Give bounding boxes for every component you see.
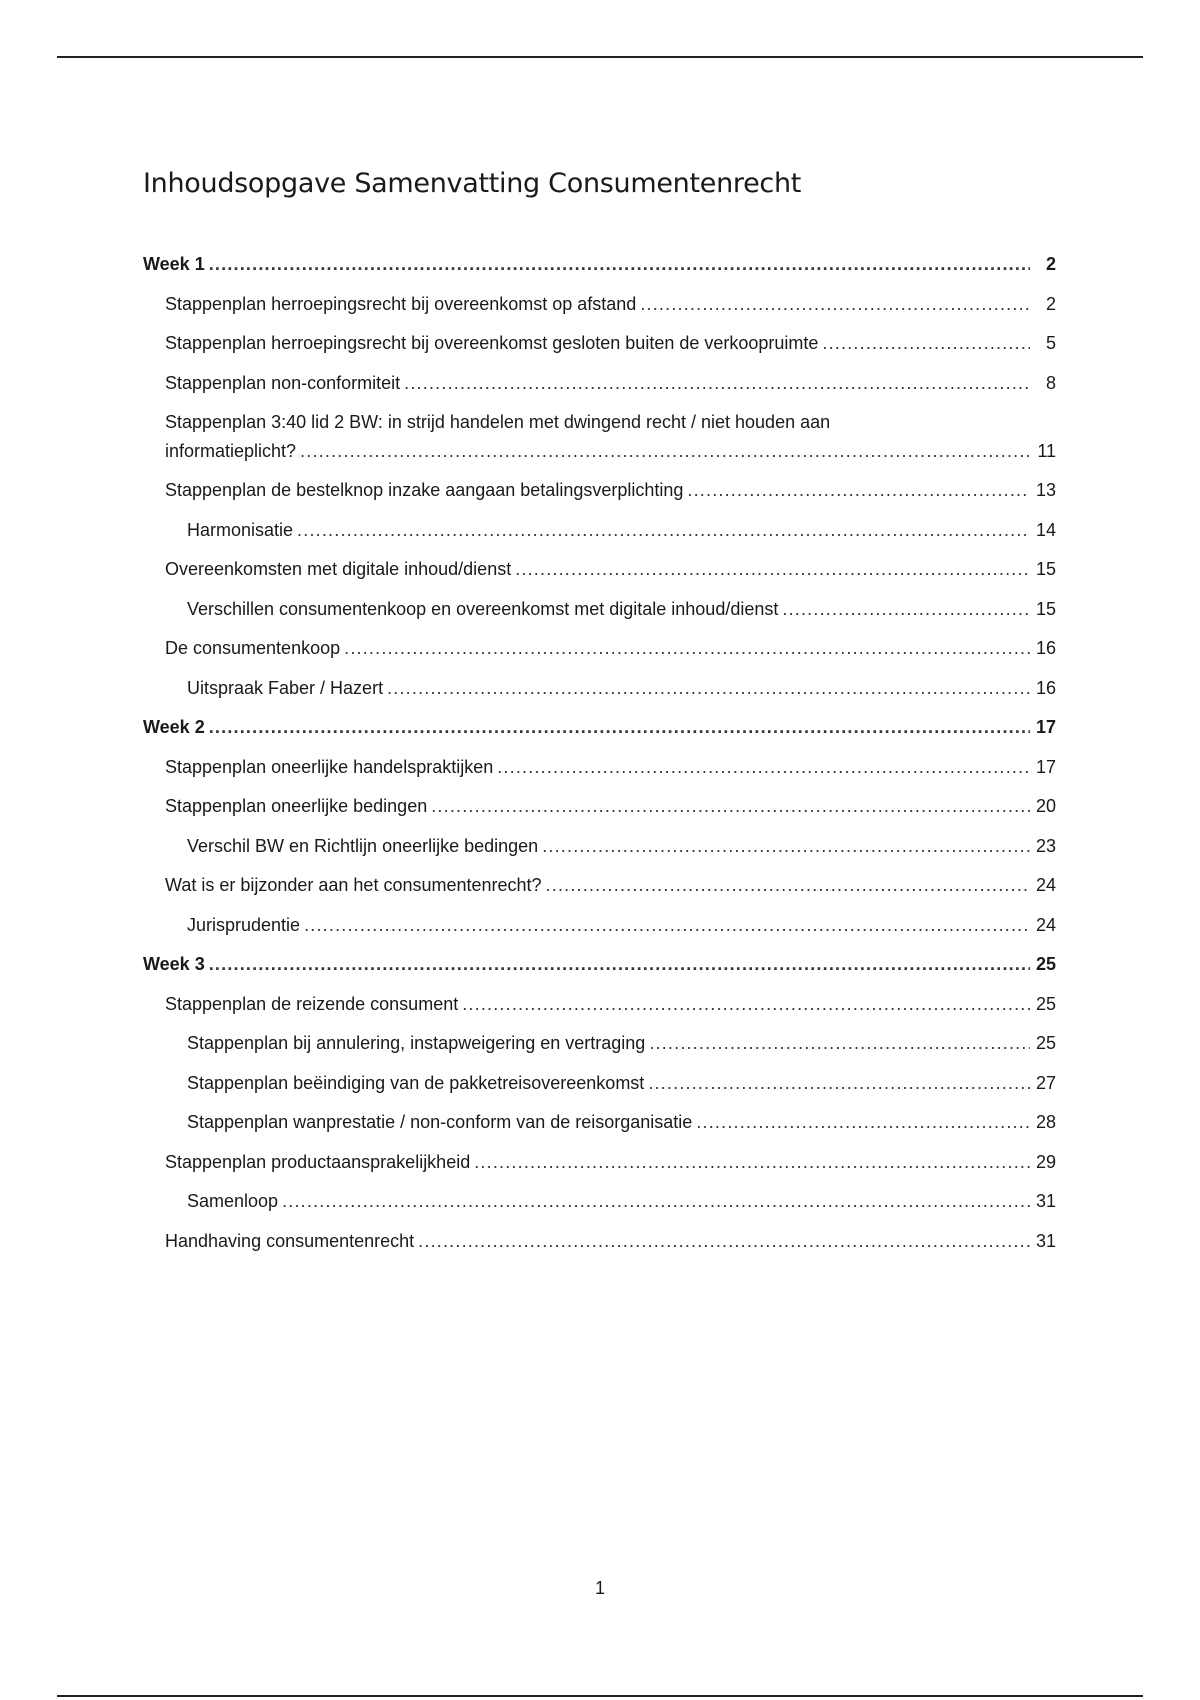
toc-entry-row bbox=[165, 292, 1056, 316]
toc-entry-row bbox=[165, 636, 1056, 660]
toc-section-entry[interactable] bbox=[0, 634, 1200, 674]
toc-entry-page-number: 25 bbox=[1035, 954, 1056, 974]
toc-subsection-entry[interactable] bbox=[0, 674, 1200, 714]
toc-entry-title: Verschillen consumentenkoop en overeenkomst met digitale inhoud/dienst bbox=[187, 598, 779, 619]
header-rule bbox=[57, 56, 1143, 58]
toc-entry-page-number: 24 bbox=[1035, 875, 1056, 895]
dot-leader bbox=[649, 1031, 1030, 1055]
toc-section-entry[interactable] bbox=[0, 369, 1200, 409]
toc-entry-row bbox=[165, 371, 1056, 395]
toc-section-entry[interactable] bbox=[0, 555, 1200, 595]
dot-leader bbox=[497, 755, 1030, 779]
toc-entry-title: Stappenplan oneerlijke bedingen bbox=[165, 796, 428, 816]
dot-leader bbox=[822, 331, 1030, 355]
toc-entry-row bbox=[165, 1150, 1056, 1174]
toc-entry-page-number: 28 bbox=[1035, 1112, 1056, 1132]
toc-entry-title: Week 3 bbox=[143, 954, 205, 974]
toc-entry-row bbox=[187, 1031, 1056, 1055]
toc-entry-page-number: 11 bbox=[1037, 441, 1056, 461]
toc-subsection-entry[interactable] bbox=[0, 1187, 1200, 1227]
toc-entry-page-number: 20 bbox=[1035, 796, 1056, 816]
toc-section-entry[interactable] bbox=[0, 329, 1200, 369]
dot-leader bbox=[387, 676, 1030, 700]
toc-entry-row bbox=[165, 794, 1056, 818]
toc-subsection-entry[interactable] bbox=[0, 1029, 1200, 1069]
toc-entry-title: Week 1 bbox=[143, 254, 205, 274]
toc-subsection-entry[interactable] bbox=[0, 832, 1200, 872]
dot-leader bbox=[687, 478, 1030, 502]
toc-section-entry[interactable] bbox=[0, 1148, 1200, 1188]
toc-entry-page-number: 25 bbox=[1035, 1033, 1056, 1053]
toc-entry-page-number: 15 bbox=[1035, 598, 1056, 619]
dot-leader bbox=[462, 992, 1030, 1016]
toc-entry-page-number: 17 bbox=[1035, 717, 1056, 737]
toc-entry-page-number: 14 bbox=[1035, 519, 1056, 540]
toc-section-entry[interactable] bbox=[0, 753, 1200, 793]
toc-week-heading[interactable] bbox=[0, 713, 1200, 753]
page-title: Inhoudsopgave Samenvatting Consumentenrecht bbox=[143, 168, 802, 199]
toc-entry-page-number: 16 bbox=[1035, 638, 1056, 658]
dot-leader bbox=[304, 913, 1030, 937]
toc-subsection-entry[interactable] bbox=[0, 516, 1200, 556]
toc-entry-page-number: 23 bbox=[1035, 835, 1056, 856]
dot-leader bbox=[404, 371, 1030, 395]
toc-entry-title: De consumentenkoop bbox=[165, 638, 341, 658]
toc-entry-page-number: 8 bbox=[1045, 372, 1056, 393]
toc-entry-title: Stappenplan productaansprakelijkheid bbox=[165, 1151, 471, 1172]
toc-entry-row bbox=[187, 1071, 1056, 1095]
toc-entry-row bbox=[165, 478, 1056, 502]
dot-leader bbox=[474, 1150, 1030, 1174]
dot-leader bbox=[344, 636, 1030, 660]
toc-entry-title: Overeenkomsten met digitale inhoud/dienst bbox=[165, 559, 512, 579]
toc-entry-row bbox=[187, 1189, 1056, 1213]
toc-week-heading[interactable] bbox=[0, 250, 1200, 290]
toc-entry-title: Stappenplan de reizende consument bbox=[165, 993, 459, 1014]
toc-entry-row bbox=[187, 1110, 1056, 1134]
toc-entry-title: Stappenplan wanprestatie / non-conform van de reisorganisatie bbox=[187, 1112, 693, 1132]
dot-leader bbox=[209, 715, 1030, 739]
toc-entry-page-number: 24 bbox=[1035, 914, 1056, 935]
toc-entry-page-number: 2 bbox=[1045, 254, 1056, 274]
toc-entry-title: Uitspraak Faber / Hazert bbox=[187, 677, 384, 698]
dot-leader bbox=[300, 439, 1030, 463]
toc-entry-page-number: 17 bbox=[1035, 756, 1056, 777]
toc-entry-row bbox=[143, 715, 1056, 739]
toc-entry-title: Stappenplan herroepingsrecht bij overeenkomst gesloten buiten de verkoopruimte bbox=[165, 333, 819, 353]
toc-entry-row bbox=[165, 992, 1056, 1016]
dot-leader bbox=[640, 292, 1030, 316]
toc-entry-title: Wat is er bijzonder aan het consumentenrecht? bbox=[165, 875, 542, 895]
dot-leader bbox=[782, 597, 1030, 621]
toc-entry-page-number: 25 bbox=[1035, 993, 1056, 1014]
toc-entry-row bbox=[143, 952, 1056, 976]
toc-entry-row bbox=[165, 1229, 1056, 1253]
toc-entry-title: Stappenplan herroepingsrecht bij overeenkomst op afstand bbox=[165, 293, 637, 314]
toc-section-entry[interactable] bbox=[0, 1227, 1200, 1267]
toc-entry-row bbox=[143, 252, 1056, 276]
toc-entry-row bbox=[187, 834, 1056, 858]
toc-section-entry[interactable] bbox=[0, 476, 1200, 516]
toc-entry-row bbox=[165, 755, 1056, 779]
toc-entry-row bbox=[165, 331, 1056, 355]
dot-leader bbox=[515, 557, 1030, 581]
table-of-contents bbox=[0, 250, 1200, 1266]
toc-subsection-entry[interactable] bbox=[0, 911, 1200, 951]
toc-entry-title-line1: Stappenplan 3:40 lid 2 BW: in strijd handelen met dwingend recht / niet houden aan bbox=[165, 412, 831, 432]
toc-entry-row bbox=[165, 557, 1056, 581]
toc-section-entry[interactable] bbox=[0, 290, 1200, 330]
toc-entry-page-number: 13 bbox=[1035, 480, 1056, 500]
toc-entry-page-number: 15 bbox=[1035, 559, 1056, 579]
toc-entry-page-number: 5 bbox=[1045, 333, 1056, 353]
toc-entry-title: informatieplicht? bbox=[165, 441, 297, 461]
toc-entry-title: Verschil BW en Richtlijn oneerlijke bedingen bbox=[187, 835, 539, 856]
footer-rule bbox=[57, 1695, 1143, 1697]
toc-week-heading[interactable] bbox=[0, 950, 1200, 990]
toc-section-entry[interactable] bbox=[0, 990, 1200, 1030]
toc-section-entry[interactable] bbox=[0, 792, 1200, 832]
dot-leader bbox=[209, 952, 1030, 976]
toc-subsection-entry[interactable] bbox=[0, 1069, 1200, 1109]
toc-entry-title: Samenloop bbox=[187, 1191, 279, 1211]
toc-entry-row bbox=[187, 676, 1056, 700]
dot-leader bbox=[431, 794, 1030, 818]
dot-leader bbox=[282, 1189, 1030, 1213]
toc-entry-title: Harmonisatie bbox=[187, 519, 294, 540]
toc-section-entry[interactable] bbox=[0, 871, 1200, 911]
dot-leader bbox=[546, 873, 1030, 897]
toc-entry-title: Stappenplan bij annulering, instapweigering en vertraging bbox=[187, 1033, 646, 1053]
toc-entry-title: Jurisprudentie bbox=[187, 914, 301, 935]
toc-entry-title: Stappenplan beëindiging van de pakketreisovereenkomst bbox=[187, 1072, 645, 1093]
toc-entry-title: Stappenplan oneerlijke handelspraktijken bbox=[165, 756, 494, 777]
dot-leader bbox=[297, 518, 1030, 542]
page-number: 1 bbox=[594, 1578, 605, 1598]
toc-entry-page-number: 31 bbox=[1035, 1230, 1056, 1251]
toc-entry-row bbox=[187, 518, 1056, 542]
toc-entry-page-number: 2 bbox=[1045, 293, 1056, 314]
toc-entry-row bbox=[165, 439, 1056, 463]
toc-entry-row bbox=[187, 913, 1056, 937]
toc-entry-page-number: 16 bbox=[1035, 677, 1056, 698]
toc-entry-title: Week 2 bbox=[143, 717, 205, 737]
toc-entry-page-number: 27 bbox=[1035, 1072, 1056, 1093]
toc-entry-title: Stappenplan non-conformiteit bbox=[165, 372, 401, 393]
toc-entry-title: Handhaving consumentenrecht bbox=[165, 1230, 415, 1251]
dot-leader bbox=[542, 834, 1030, 858]
toc-entry-page-number: 31 bbox=[1035, 1191, 1056, 1211]
toc-entry-page-number: 29 bbox=[1035, 1151, 1056, 1172]
toc-entry-row bbox=[165, 873, 1056, 897]
dot-leader bbox=[418, 1229, 1030, 1253]
toc-entry-row bbox=[187, 597, 1056, 621]
toc-subsection-entry[interactable] bbox=[0, 1108, 1200, 1148]
dot-leader bbox=[648, 1071, 1030, 1095]
dot-leader bbox=[209, 252, 1030, 276]
toc-entry-title: Stappenplan de bestelknop inzake aangaan betalingsverplichting bbox=[165, 480, 684, 500]
toc-section-entry[interactable] bbox=[0, 408, 1200, 476]
toc-subsection-entry[interactable] bbox=[0, 595, 1200, 635]
dot-leader bbox=[696, 1110, 1030, 1134]
